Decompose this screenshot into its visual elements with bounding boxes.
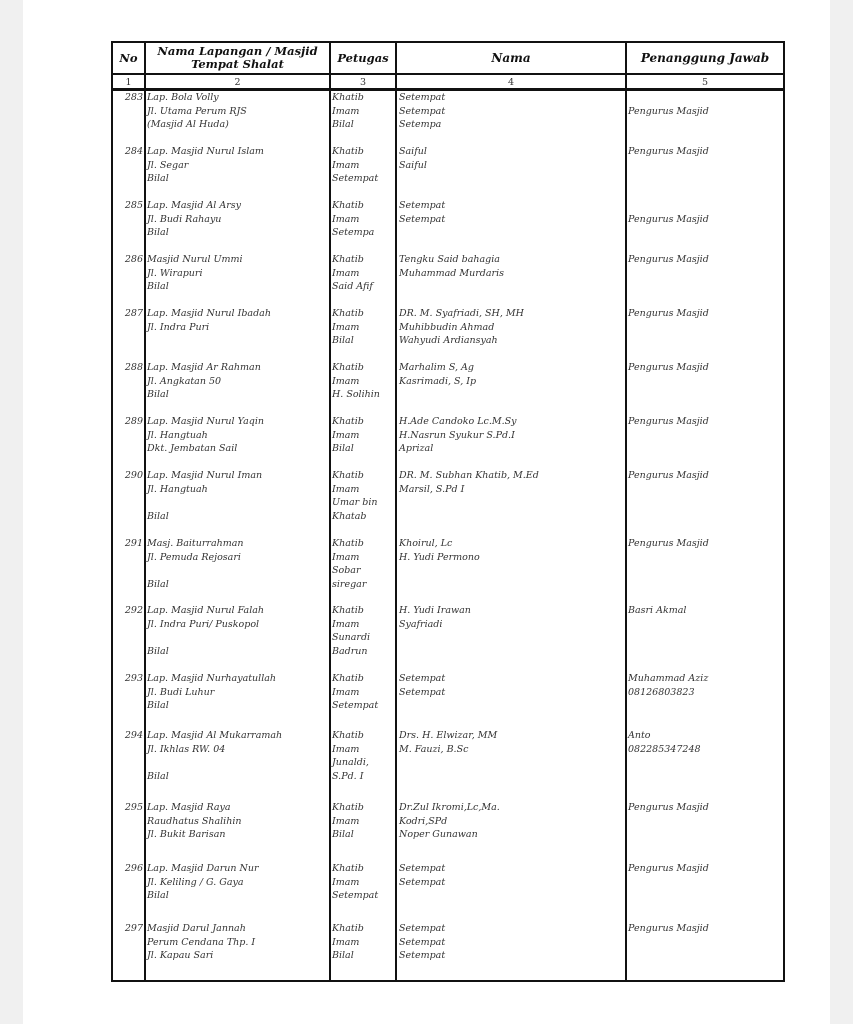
cell-line: Pengurus Masjid (628, 362, 709, 373)
officer-name-cell (399, 604, 471, 631)
cell-line: 08126803823 (628, 686, 695, 698)
cell-line: Jl. Pemuda Rejosari (147, 551, 241, 563)
cell-line: Lap. Masjid Nurul Iman (147, 470, 263, 481)
cell-line: Khatib (332, 605, 364, 616)
column-divider (625, 43, 627, 980)
cell-line: M. Fauzi, B.Sc (399, 743, 469, 755)
cell-line: Muhammad Aziz (628, 673, 709, 684)
row-number: 290 (124, 470, 143, 481)
officer-role-cell (332, 145, 378, 186)
row-number: 283 (124, 92, 143, 103)
officer-name-cell (399, 307, 524, 348)
cell-line (147, 756, 282, 770)
responsible-cell (628, 253, 709, 267)
responsible-cell (628, 469, 709, 483)
officer-role-cell (332, 537, 366, 591)
cell-line (147, 564, 244, 578)
cell-line: Setempat (332, 173, 379, 184)
cell-line: Khatib (332, 863, 364, 874)
cell-line: Pengurus Masjid (628, 538, 709, 549)
cell-line: Pengurus Masjid (628, 254, 709, 265)
cell-line: Setempat (332, 700, 379, 711)
row-number: 288 (124, 362, 143, 373)
officer-role-cell (332, 729, 369, 783)
cell-line: Imam (332, 159, 360, 171)
cell-line: Saiful (399, 159, 427, 171)
cell-line: Bilal (147, 770, 169, 782)
cell-line: Lap. Bola Volly (147, 92, 219, 103)
cell-line: H.Ade Candoko Lc.M.Sy (399, 416, 517, 427)
officer-role-cell (332, 253, 373, 294)
location-cell (147, 253, 243, 294)
cell-line: Setempat (399, 950, 446, 961)
location-cell (147, 469, 262, 523)
cell-line: Jl. Wirapuri (147, 267, 203, 279)
cell-line: Saiful (399, 146, 427, 157)
officer-role-cell (332, 361, 380, 402)
cell-line: (Masjid Al Huda) (147, 119, 229, 130)
cell-line: Jl. Segar (147, 159, 189, 171)
cell-line: Perum Cendana Thp. I (147, 936, 256, 948)
cell-line: Badrun (332, 645, 368, 657)
cell-line: Bilal (147, 281, 169, 292)
header-petugas: Petugas (337, 50, 389, 65)
cell-line: Dkt. Jembatan Sail (147, 443, 238, 454)
cell-line: Setempat (399, 92, 446, 103)
cell-line: Lap. Masjid Nurul Falah (147, 605, 265, 616)
row-number: 291 (124, 538, 143, 549)
cell-line: Khatab (332, 510, 367, 522)
no-cell (117, 91, 143, 105)
cell-line: Jl. Angkatan 50 (147, 375, 222, 387)
cell-line: Setempat (399, 923, 446, 934)
officer-role-cell (332, 922, 364, 963)
cell-line (147, 631, 264, 645)
column-number: 5 (701, 76, 709, 88)
header-nama-lapangan: Nama Lapangan / Masjid Tempat Shalat (157, 44, 318, 71)
cell-line: Bilal (147, 645, 169, 657)
cell-line: Khatib (332, 923, 364, 934)
cell-line: Khatib (332, 362, 364, 373)
cell-line: Imam (332, 321, 360, 333)
cell-line: Aprizal (399, 443, 434, 454)
cell-line: Pengurus Masjid (628, 863, 709, 874)
cell-line: Tengku Said bahagia (399, 254, 500, 265)
cell-line: Masjid Nurul Ummi (147, 254, 243, 265)
cell-line: Sobar (332, 565, 361, 576)
cell-line: Khatib (332, 200, 364, 211)
cell-line: Khatib (332, 730, 364, 741)
cell-line (147, 496, 262, 510)
cell-line: Bilal (147, 890, 169, 901)
cell-line: Pengurus Masjid (628, 146, 709, 157)
cell-line: Khatib (332, 416, 364, 427)
officer-role-cell (332, 604, 370, 658)
responsible-cell (628, 672, 708, 699)
cell-line: Imam (332, 429, 360, 441)
officer-role-cell (332, 801, 364, 842)
cell-line: Bilal (332, 443, 354, 454)
cell-line: Jl. Indra Puri/ Puskopol (147, 618, 260, 630)
cell-line: Setempat (399, 936, 446, 948)
cell-line: Pengurus Masjid (628, 470, 709, 481)
responsible-cell (628, 145, 709, 159)
cell-line: Umar bin (332, 497, 378, 508)
cell-line: 082285347248 (628, 743, 701, 755)
no-cell (117, 801, 143, 815)
cell-line: Lap. Masjid Nurul Ibadah (147, 308, 271, 319)
officer-name-cell (399, 801, 500, 842)
cell-line: Jl. Bukit Barisan (147, 829, 226, 840)
cell-line: Said Afif (332, 281, 373, 292)
column-divider (144, 43, 146, 980)
cell-line: Bilal (147, 227, 169, 238)
cell-line: Drs. H. Elwizar, MM (399, 730, 498, 741)
cell-line: H.Nasrun Syukur S.Pd.I (399, 429, 515, 441)
cell-line: Lap. Masjid Raya (147, 802, 231, 813)
officer-role-cell (332, 672, 378, 713)
cell-line: Masjid Darul Jannah (147, 923, 246, 934)
cell-line: Noper Gunawan (399, 829, 478, 840)
location-cell (147, 145, 264, 186)
cell-line: Lap. Masjid Darun Nur (147, 863, 259, 874)
no-cell (117, 604, 143, 618)
column-number: 1 (125, 76, 132, 88)
cell-line: Lap. Masjid Nurul Islam (147, 146, 264, 157)
no-cell (117, 145, 143, 159)
location-cell (147, 415, 264, 456)
no-cell (117, 415, 143, 429)
row-number: 286 (124, 254, 143, 265)
officer-role-cell (332, 415, 364, 456)
officer-name-cell (399, 672, 445, 699)
cell-line: Setempat (399, 673, 446, 684)
cell-line: Junaldi, (332, 757, 369, 768)
cell-line: Pengurus Masjid (628, 416, 709, 427)
responsible-cell (628, 91, 709, 118)
cell-line: Khatib (332, 92, 364, 103)
cell-line: DR. M. Subhan Khatib, M.Ed (399, 470, 539, 481)
cell-line: Raudhatus Shalihin (147, 815, 242, 827)
cell-line: Imam (332, 936, 360, 948)
cell-line: Pengurus Masjid (628, 213, 709, 225)
cell-line: Wahyudi Ardiansyah (399, 335, 498, 346)
cell-line: Imam (332, 686, 360, 698)
row-number: 293 (124, 673, 143, 684)
cell-line: Jl. Keliling / G. Gaya (147, 876, 244, 888)
no-cell (117, 672, 143, 686)
cell-line: H. Yudi Irawan (399, 605, 471, 616)
row-number: 296 (124, 863, 143, 874)
no-cell (117, 537, 143, 551)
cell-line: Setempat (399, 863, 446, 874)
column-number: 3 (359, 76, 367, 88)
cell-line: Lap. Masjid Nurhayatullah (147, 673, 277, 684)
row-number: 297 (124, 923, 143, 934)
row-number: 292 (124, 605, 143, 616)
location-cell (147, 862, 259, 903)
cell-line: Bilal (147, 173, 169, 184)
cell-line: Bilal (332, 829, 354, 840)
cell-line: Imam (332, 876, 360, 888)
cell-line: Khatib (332, 802, 364, 813)
cell-line: Khatib (332, 673, 364, 684)
officer-role-cell (332, 469, 377, 523)
location-cell (147, 361, 261, 402)
location-cell (147, 801, 242, 842)
location-cell (147, 199, 241, 240)
officer-name-cell (399, 361, 476, 388)
location-cell (147, 91, 247, 132)
cell-line: Anto (628, 730, 651, 741)
cell-line: Sunardi (332, 632, 371, 643)
cell-line: Jl. Budi Rahayu (147, 213, 222, 225)
document-page (23, 0, 830, 1024)
responsible-cell (628, 361, 709, 375)
cell-line: Imam (332, 551, 360, 563)
cell-line: Setempa (399, 119, 442, 130)
cell-line: Jl. Hangtuah (147, 483, 208, 495)
location-cell (147, 307, 271, 334)
officer-role-cell (332, 91, 364, 132)
cell-line: Imam (332, 743, 360, 755)
row-number: 285 (124, 200, 143, 211)
row-number: 294 (124, 730, 143, 741)
officer-name-cell (399, 415, 517, 456)
schedule-table (111, 41, 785, 982)
cell-line: Pengurus Masjid (628, 923, 709, 934)
location-cell (147, 922, 255, 963)
responsible-cell (628, 307, 709, 321)
cell-line: Pengurus Masjid (628, 308, 709, 319)
responsible-cell (628, 604, 686, 618)
row-number: 289 (124, 416, 143, 427)
officer-name-cell (399, 253, 504, 280)
no-cell (117, 307, 143, 321)
cell-line: Jl. Ikhlas RW. 04 (147, 743, 226, 755)
cell-line: Setempat (399, 200, 446, 211)
cell-line: Bilal (332, 950, 354, 961)
cell-line: Bilal (332, 119, 354, 130)
cell-line: S.Pd. I (332, 770, 364, 782)
cell-line: Jl. Kapau Sari (147, 950, 214, 961)
cell-line: Lap. Masjid Al Mukarramah (147, 730, 283, 741)
no-cell (117, 729, 143, 743)
cell-line: DR. M. Syafriadi, SH, MH (399, 308, 524, 319)
cell-line: Khatib (332, 538, 364, 549)
cell-line: Setempa (332, 227, 375, 238)
cell-line: Kodri,SPd (399, 815, 448, 827)
responsible-cell (628, 801, 709, 815)
cell-line: Khoirul, Lc (399, 538, 453, 549)
cell-line: Kasrimadi, S, Ip (399, 375, 477, 387)
officer-name-cell (399, 862, 445, 889)
cell-line: Bilal (147, 510, 169, 522)
cell-line (628, 91, 709, 105)
cell-line: Dr.Zul Ikromi,Lc,Ma. (399, 802, 500, 813)
officer-role-cell (332, 862, 378, 903)
responsible-cell (628, 922, 709, 936)
cell-line: Lap. Masjid Ar Rahman (147, 362, 261, 373)
cell-line: Setempat (399, 213, 446, 225)
cell-line: Setempat (399, 105, 446, 117)
officer-name-cell (399, 537, 480, 564)
cell-line: Khatib (332, 470, 364, 481)
cell-line: Imam (332, 815, 360, 827)
row-number: 284 (124, 146, 143, 157)
responsible-cell (628, 537, 709, 551)
officer-role-cell (332, 199, 374, 240)
officer-name-cell (399, 729, 497, 756)
officer-role-cell (332, 307, 364, 348)
cell-line: Imam (332, 483, 360, 495)
cell-line: Basri Akmal (628, 605, 687, 616)
cell-line: Jl. Hangtuah (147, 429, 208, 441)
header-nama: Nama (491, 50, 531, 65)
cell-line: Khatib (332, 146, 364, 157)
cell-line: Bilal (147, 389, 169, 400)
cell-line: Bilal (147, 700, 169, 711)
cell-line: Imam (332, 105, 360, 117)
column-divider (329, 43, 331, 980)
cell-line: Setempat (332, 890, 379, 901)
officer-name-cell (399, 199, 445, 226)
cell-line: Lap. Masjid Al Arsy (147, 200, 242, 211)
cell-line: Bilal (147, 578, 169, 590)
cell-line: Jl. Budi Luhur (147, 686, 215, 698)
officer-name-cell (399, 91, 445, 132)
cell-line: Jl. Indra Puri (147, 321, 210, 333)
responsible-cell (628, 415, 709, 429)
cell-line: H. Yudi Permono (399, 551, 480, 563)
row-number: 287 (124, 308, 143, 319)
cell-line: Imam (332, 267, 360, 279)
column-number: 4 (507, 76, 515, 88)
location-cell (147, 537, 244, 591)
row-number: 295 (124, 802, 143, 813)
cell-line: Muhibbudin Ahmad (399, 321, 495, 333)
cell-line: Muhammad Murdaris (399, 267, 504, 279)
cell-line: Imam (332, 213, 360, 225)
cell-line: Lap. Masjid Nurul Yaqin (147, 416, 265, 427)
cell-line: Bilal (332, 335, 354, 346)
cell-line: Imam (332, 375, 360, 387)
cell-line: Setempat (399, 876, 446, 888)
column-divider (395, 43, 397, 980)
location-cell (147, 672, 276, 713)
officer-name-cell (399, 922, 445, 963)
no-cell (117, 922, 143, 936)
no-cell (117, 469, 143, 483)
location-cell (147, 729, 282, 783)
responsible-cell (628, 199, 709, 226)
no-cell (117, 253, 143, 267)
no-cell (117, 862, 143, 876)
responsible-cell (628, 862, 709, 876)
officer-name-cell (399, 145, 427, 172)
header-no: No (119, 50, 138, 65)
header-penanggung-jawab: Penanggung Jawab (640, 50, 770, 65)
cell-line: Pengurus Masjid (628, 802, 709, 813)
location-cell (147, 604, 264, 658)
cell-line: siregar (332, 578, 367, 590)
cell-line (628, 199, 709, 213)
no-cell (117, 361, 143, 375)
responsible-cell (628, 729, 701, 756)
cell-line: Khatib (332, 254, 364, 265)
column-number: 2 (234, 76, 241, 88)
cell-line: Marhalim S, Ag (399, 362, 474, 373)
cell-line: Setempat (399, 686, 446, 698)
cell-line: Imam (332, 618, 360, 630)
cell-line: Jl. Utama Perum RJS (147, 105, 247, 117)
cell-line: Khatib (332, 308, 364, 319)
cell-line: Masj. Baiturrahman (147, 538, 244, 549)
officer-name-cell (399, 469, 539, 496)
cell-line: Syafriadi (399, 618, 443, 630)
cell-line: Pengurus Masjid (628, 105, 709, 117)
cell-line: H. Solihin (332, 389, 380, 400)
cell-line: Marsil, S.Pd I (399, 483, 465, 495)
no-cell (117, 199, 143, 213)
